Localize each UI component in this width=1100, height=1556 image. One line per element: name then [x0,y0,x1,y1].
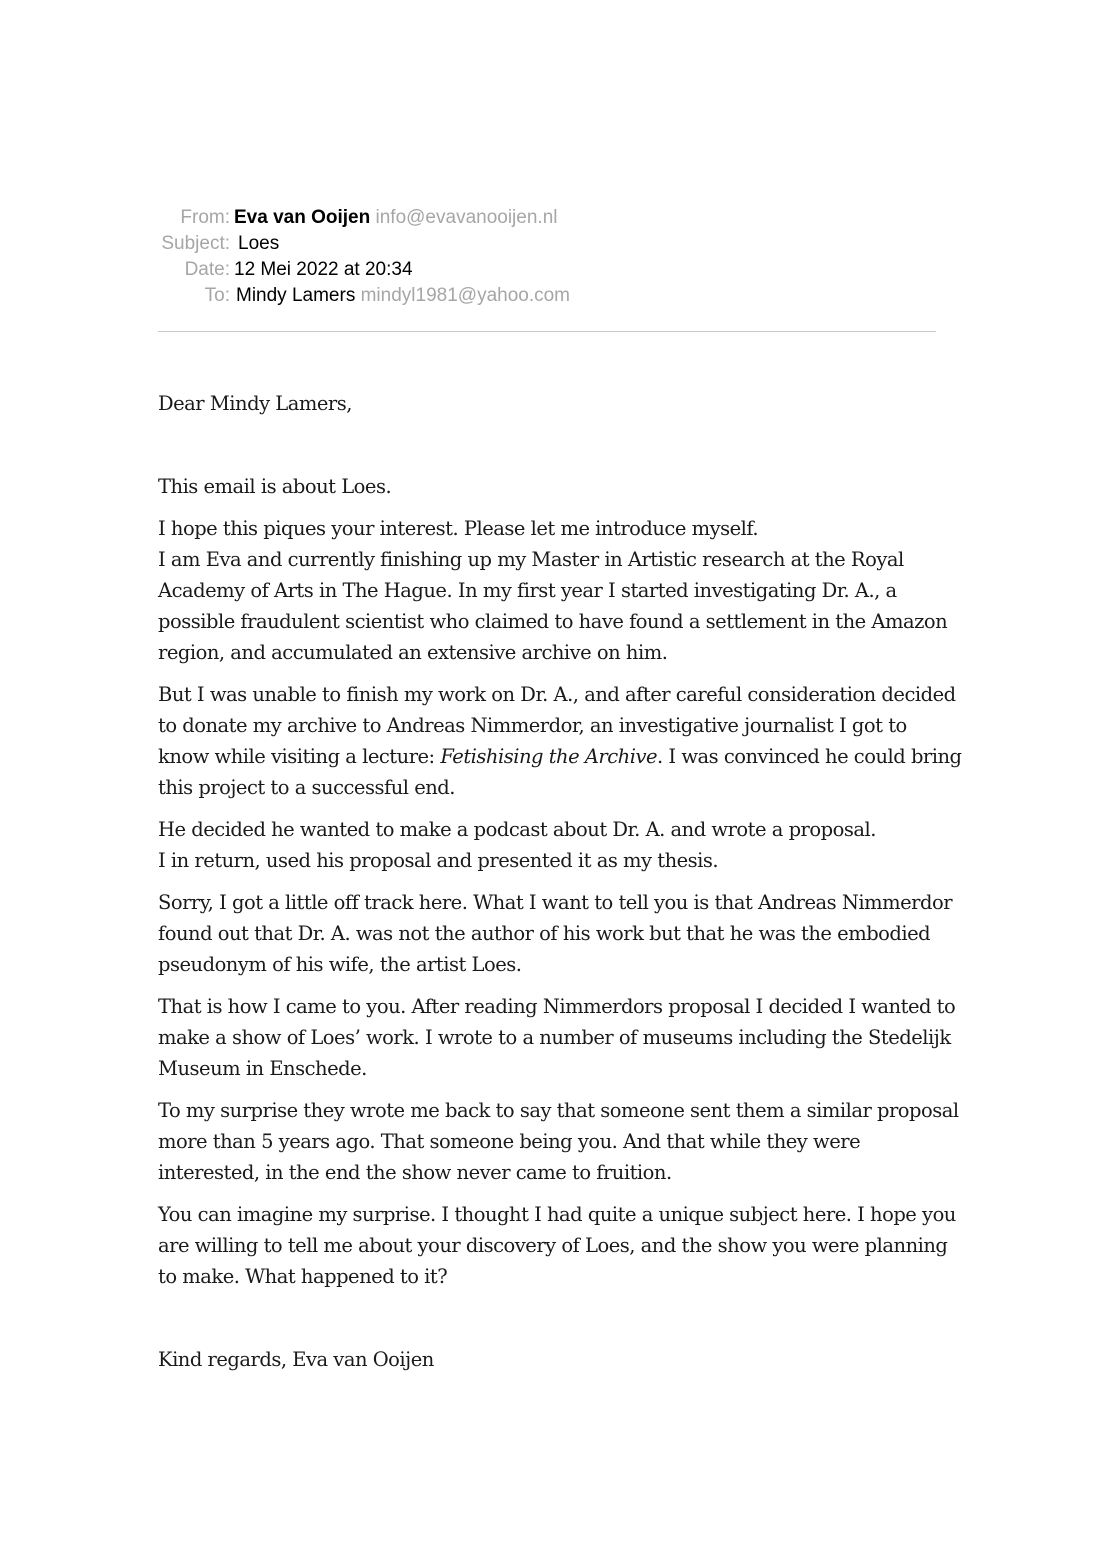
paragraph-intro: This email is about Loes. [158,475,392,498]
subject-row [0,231,1100,257]
email-body [158,388,963,1386]
paragraph-text: But I was unable to finish my work on Dr. A., and after careful consideration decided to donate my archive to Andreas Nimmerdor, an investigative journalist I got to know while visiting a lecture: [158,683,956,768]
sender-name: Eva van Ooijen [234,207,371,228]
recipient-name: Mindy Lamers [236,285,356,306]
recipient-email[interactable]: mindyl1981@yahoo.com [360,285,571,306]
paragraph-text: . I was convinced he could bring this project to a successful end. [158,745,962,799]
date-value: 12 Mei 2022 at 20:34 [234,259,413,280]
to-label: To: [204,285,230,306]
subject-value: Loes [238,233,280,254]
paragraph-introduction [158,513,963,668]
greeting: Dear Mindy Lamers, [158,392,352,415]
date-row [0,257,1100,283]
paragraph-museums: That is how I came to you. After reading Nimmerdors proposal I decided I wanted to make a show of Loes’ work. I wrote to a number of museums including the Stedelijk Museum in Enschede. [158,995,956,1080]
paragraph-podcast [158,814,963,876]
paragraph-line: I in return, used his proposal and presented it as my thesis. [158,849,719,872]
header-divider [158,331,936,332]
paragraph-line: I hope this piques your interest. Please let me introduce myself. [158,517,759,540]
to-value [236,283,570,309]
closing-signature: Kind regards, Eva van Ooijen [158,1348,434,1371]
lecture-title: Fetishising the Archive [440,745,658,768]
email-header [0,205,1100,309]
from-row [0,205,1100,231]
paragraph-discovery: Sorry, I got a little off track here. What I want to tell you is that Andreas Nimmerdor found out that Dr. A. was not the author of his work but that he was the embodied pseudonym of his wife, the artist Loes. [158,891,953,976]
to-row [0,283,1100,309]
paragraph-surprise: To my surprise they wrote me back to say that someone sent them a similar proposal more than 5 years ago. That someone being you. And that while they were interested, in the end the show never came to fruition. [158,1099,959,1184]
sender-email[interactable]: info@evavanooijen.nl [375,207,558,228]
paragraph-archive [158,679,963,803]
date-label: Date: [184,259,230,280]
paragraph-question: You can imagine my surprise. I thought I had quite a unique subject here. I hope you are willing to tell me about your discovery of Loes, and the show you were planning to make. What happened to it? [158,1203,956,1288]
paragraph-line: He decided he wanted to make a podcast about Dr. A. and wrote a proposal. [158,818,876,841]
from-value [234,205,557,231]
from-label: From: [180,207,230,228]
subject-label: Subject: [161,233,230,254]
paragraph-line: I am Eva and currently finishing up my Master in Artistic research at the Royal Academy of Arts in The Hague. In my first year I started investigating Dr. A., a possible fraudulent scientist who claimed to have found a settlement in the Amazon region, and accumulated an extensive archive on him. [158,548,948,664]
